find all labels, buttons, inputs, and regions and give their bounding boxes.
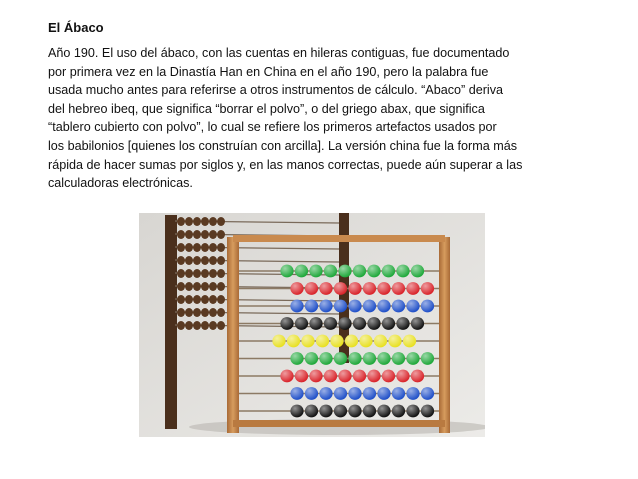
bead-highlight [348, 405, 361, 418]
body-paragraph [48, 44, 522, 193]
bead-highlight [338, 370, 351, 383]
bead-highlight [290, 282, 303, 295]
bead-highlight [392, 387, 405, 400]
bead-highlight [272, 335, 285, 348]
bead-highlight [421, 387, 434, 400]
paragraph-line: calculadoras electrónicas. [48, 176, 193, 191]
back-bead [217, 243, 225, 252]
bead-highlight [280, 317, 293, 330]
bead-highlight [392, 282, 405, 295]
back-bead [201, 295, 209, 304]
bead-highlight [334, 352, 347, 365]
bead-highlight [377, 352, 390, 365]
bead-highlight [359, 335, 372, 348]
back-bead [193, 308, 201, 317]
back-bead [217, 321, 225, 330]
bead-highlight [330, 335, 343, 348]
back-bead [201, 321, 209, 330]
bead-highlight [396, 370, 409, 383]
back-bead [209, 230, 217, 239]
bead-highlight [353, 317, 366, 330]
back-bead [209, 269, 217, 278]
bead-highlight [290, 300, 303, 313]
back-bead [185, 282, 193, 291]
back-bead [177, 269, 185, 278]
bead-highlight [406, 405, 419, 418]
bead-highlight [421, 300, 434, 313]
bead-highlight [396, 265, 409, 278]
bead-highlight [324, 370, 337, 383]
bead-highlight [324, 265, 337, 278]
bead-highlight [377, 282, 390, 295]
bead-highlight [316, 335, 329, 348]
back-bead [177, 217, 185, 226]
paragraph-line: Año 190. El uso del ábaco, con las cuentas en hileras contiguas, fue documentado [48, 46, 510, 60]
bead-highlight [295, 317, 308, 330]
bead-highlight [324, 317, 337, 330]
bead-highlight [392, 352, 405, 365]
bead-highlight [309, 370, 322, 383]
bead-highlight [367, 370, 380, 383]
abacus-photo [139, 213, 485, 437]
back-bead [217, 282, 225, 291]
bead-highlight [305, 282, 318, 295]
bead-highlight [287, 335, 300, 348]
bead-highlight [334, 282, 347, 295]
back-bead [177, 282, 185, 291]
back-bead [201, 256, 209, 265]
back-bead [217, 269, 225, 278]
back-bead [193, 321, 201, 330]
bead-highlight [392, 300, 405, 313]
bead-highlight [309, 317, 322, 330]
paragraph-line: usada mucho antes para referirse a otros instrumentos de cálculo. “Abaco” deriva [48, 83, 504, 98]
back-bead [193, 282, 201, 291]
back-bead [193, 230, 201, 239]
bead-highlight [377, 300, 390, 313]
bead-highlight [334, 387, 347, 400]
back-bead [193, 243, 201, 252]
bead-highlight [396, 317, 409, 330]
bead-highlight [334, 405, 347, 418]
back-bead [185, 217, 193, 226]
bead-highlight [305, 352, 318, 365]
paragraph-line: “tablero cubierto con polvo”, lo cual se refiere los primeros artefactos usados por [48, 120, 497, 135]
back-bead [209, 295, 217, 304]
back-bead [177, 321, 185, 330]
bead-highlight [309, 265, 322, 278]
bead-highlight [319, 300, 332, 313]
back-bead [185, 295, 193, 304]
bead-highlight [377, 387, 390, 400]
bead-highlight [403, 335, 416, 348]
bead-highlight [338, 265, 351, 278]
back-bead [201, 308, 209, 317]
back-bead [209, 321, 217, 330]
bead-highlight [295, 265, 308, 278]
back-bead [177, 308, 185, 317]
back-bead [193, 295, 201, 304]
bead-highlight [348, 282, 361, 295]
back-bead [193, 217, 201, 226]
bead-highlight [334, 300, 347, 313]
paragraph-line: los babilonios [quienes los construían con arcilla]. La versión china fue la forma más [48, 138, 518, 153]
slide-title: El Ábaco [48, 20, 104, 35]
bead-highlight [290, 352, 303, 365]
back-bead [217, 230, 225, 239]
bead-highlight [295, 370, 308, 383]
back-bead [177, 295, 185, 304]
back-bead [185, 269, 193, 278]
bead-highlight [348, 387, 361, 400]
bead-highlight [382, 370, 395, 383]
bead-highlight [363, 300, 376, 313]
bead-highlight [374, 335, 387, 348]
back-bead [185, 256, 193, 265]
bead-highlight [421, 282, 434, 295]
bead-highlight [406, 300, 419, 313]
bead-highlight [367, 317, 380, 330]
bead-highlight [305, 387, 318, 400]
bead-highlight [363, 282, 376, 295]
back-bead [185, 308, 193, 317]
bead-highlight [382, 317, 395, 330]
back-bead [209, 308, 217, 317]
back-bead [209, 256, 217, 265]
back-bead [209, 243, 217, 252]
bead-highlight [421, 352, 434, 365]
bead-highlight [290, 405, 303, 418]
paragraph-line: rápida de hacer sumas por siglos y, en las manos correctas, puede aún superar a las [48, 157, 523, 172]
back-bead [177, 256, 185, 265]
bead-highlight [290, 387, 303, 400]
bead-highlight [348, 352, 361, 365]
back-bead [209, 217, 217, 226]
bead-highlight [305, 405, 318, 418]
bead-highlight [367, 265, 380, 278]
bead-highlight [411, 370, 424, 383]
bead-highlight [411, 265, 424, 278]
bead-highlight [406, 387, 419, 400]
back-bead [201, 243, 209, 252]
back-bead [185, 243, 193, 252]
bead-highlight [363, 387, 376, 400]
bead-highlight [319, 282, 332, 295]
back-bead [217, 256, 225, 265]
back-bead [177, 230, 185, 239]
bead-highlight [388, 335, 401, 348]
bead-highlight [382, 265, 395, 278]
bead-highlight [363, 352, 376, 365]
bead-highlight [319, 387, 332, 400]
bead-highlight [411, 317, 424, 330]
back-bead [217, 308, 225, 317]
bead-highlight [348, 300, 361, 313]
bead-highlight [280, 370, 293, 383]
back-bead [209, 282, 217, 291]
back-bead [185, 230, 193, 239]
bead-highlight [421, 405, 434, 418]
bead-highlight [406, 282, 419, 295]
bead-highlight [392, 405, 405, 418]
back-bead [201, 282, 209, 291]
back-bead [177, 243, 185, 252]
bead-highlight [345, 335, 358, 348]
bead-highlight [338, 317, 351, 330]
back-bead [217, 295, 225, 304]
bead-highlight [363, 405, 376, 418]
bead-highlight [280, 265, 293, 278]
bead-highlight [305, 300, 318, 313]
back-bead [201, 230, 209, 239]
bead-highlight [353, 370, 366, 383]
back-bead [217, 217, 225, 226]
back-bead [193, 256, 201, 265]
bead-highlight [301, 335, 314, 348]
back-bead [201, 217, 209, 226]
bead-highlight [406, 352, 419, 365]
bead-highlight [377, 405, 390, 418]
bead-highlight [319, 405, 332, 418]
bead-highlight [353, 265, 366, 278]
back-bead [193, 269, 201, 278]
back-bead [201, 269, 209, 278]
paragraph-line: por primera vez en la Dinastía Han en China en el año 190, pero la palabra fue [48, 64, 489, 79]
back-bead [185, 321, 193, 330]
paragraph-line: del hebreo ibeq, que significa “borrar el polvo”, o del griego abax, que significa [48, 101, 485, 116]
bead-highlight [319, 352, 332, 365]
